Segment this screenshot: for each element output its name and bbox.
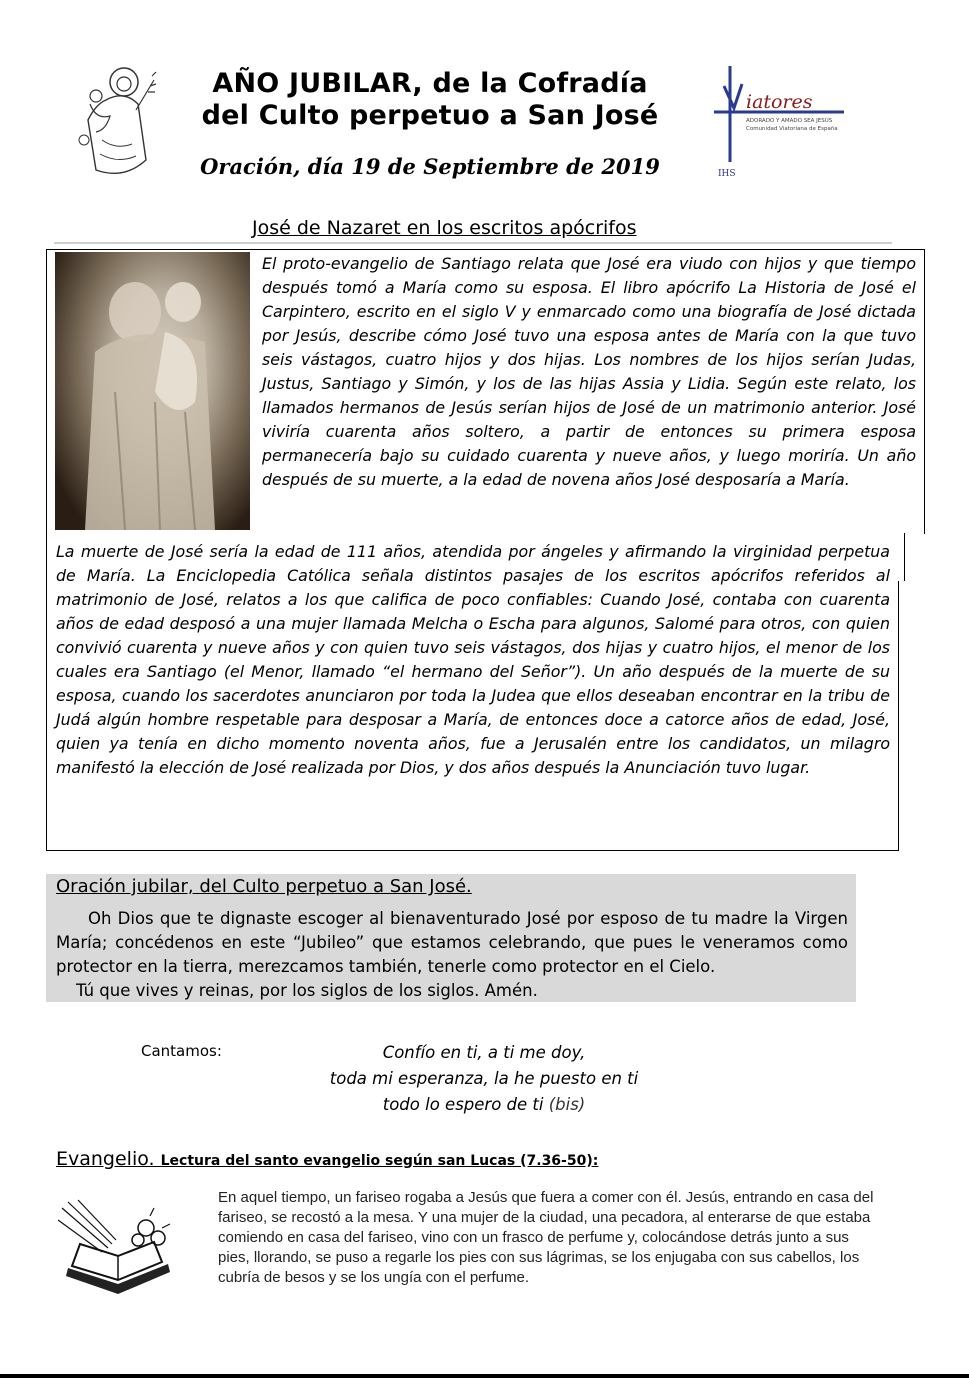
song-bis: (bis) <box>548 1095 586 1114</box>
prayer-body <box>56 907 848 1003</box>
viatores-logo-tagline1: ADORADO Y AMADO SEA JESÚS <box>746 118 833 124</box>
viatores-logo-ihs: IHS <box>718 169 736 179</box>
page-subtitle: Oración, día 19 de Septiembre de 2019 <box>200 154 660 179</box>
statue-figure-icon <box>55 252 250 530</box>
gospel-subtitle: Lectura del santo evangelio según san Lucas (7.36-50): <box>160 1153 599 1169</box>
gospel-title: Evangelio. <box>56 1148 155 1170</box>
prayer-paragraph-2: Tú que vives y reinas, por los siglos de los siglos. Amén. <box>76 981 538 1000</box>
apocrypha-text-top: El proto-evangelio de Santiago relata que José era viudo con hijos y que tiempo después tomó a María como su esposa. El libro apócrifo La Historia de José el Carpintero, escrito en el siglo V y enmarcado como una biografía de José dictada por Jesús, describe cómo José tuvo una esposa antes de María con la que tuvo seis vástagos, cuatro hijos y dos hijas. Los nombres de los hijos serían Judas, Justus, Santiago y Simón, y los de las hijas Assia y Lidia. Según este relato, los llamados hermanos de Jesús serían hijos de José de un matrimonio anterior. José viviría cuarenta años soltero, a partir de entonces su primera esposa permanecería bajo su cuidado cuarenta y nueve años, y luego moriría. Un año después de su muerte, a la edad de novena años José desposaría a María. <box>262 254 916 489</box>
gospel-heading <box>56 1148 598 1170</box>
saint-joseph-logo-icon <box>66 60 166 184</box>
apocrypha-text-bottom: La muerte de José sería la edad de 111 años, atendida por ángeles y afirmando la virginidad perpetua de María. La Enciclopedia Católica señala distintos pasajes de los escritos apócrifos referidos al matrimonio de José, relatos a los que califica de poco confiables: Cuando José, contaba con cuarenta años de edad desposó a una mujer llamada Melcha o Escha para algunos, Salomé para otros, con quien convivió cuarenta y nueve años y con quien tuvo seis vástagos, dos hijas y cuatro hijos, el menor de los cuales era Santiago (el Menor, llamado “el hermano del Señor”). Un año después de la muerte de su esposa, cuando los sacerdotes anunciaron por toda la Judea que ellos deseaban encontrar en la tribu de Judá algún hombre respetable para desposar a María, de entonces doce a catorce años de edad, José, quien ya tenía en dicho momento noventa años, fue a Jerusalén entre los candidatos, un milagro manifestó la elección de José realizada por Dios, y dos años después la Anunciación tuvo lugar. <box>56 542 890 777</box>
song-line-3-text: todo lo espero de ti <box>382 1095 544 1114</box>
song-line-2: toda mi esperanza, la he puesto en ti <box>329 1069 639 1088</box>
open-book-with-flowers-icon <box>58 1198 178 1300</box>
prayer-paragraph-1: Oh Dios que te dignaste escoger al bienaventurado José por esposo de tu madre la Virgen María; concédenos en este “Jubileo” que estamos celebrando, que pues le veneramos como protector en la tierra, merezcamos también, tenerle como protector en el Cielo. <box>56 909 848 976</box>
viatores-logo-tagline2: Comunidad Viatoriana de España <box>746 126 838 132</box>
title-line-1: AÑO JUBILAR, de la Cofradía <box>212 68 648 99</box>
viatores-logo-text: iatores <box>746 91 813 113</box>
song-lyrics <box>262 1040 706 1118</box>
gospel-text: En aquel tiempo, un fariseo rogaba a Jesús que fuera a comer con él. Jesús, entrando en casa del fariseo, se recostó a la mesa. Y una mujer de la ciudad, una pecadora, al enterarse de que estaba comiendo en casa del fariseo, vino con un frasco de perfume y, colocándose detrás junto a sus pies, llorando, se puso a regarle los pies con sus lágrimas, se los enjugaba con sus cabellos, los cubría de besos y se los ungía con el perfume. <box>218 1189 874 1286</box>
saint-joseph-statue-image <box>55 252 250 530</box>
song-line-1: Confío en ti, a ti me doy, <box>382 1043 586 1062</box>
song-label: Cantamos: <box>141 1042 222 1060</box>
bottom-border <box>0 1374 969 1378</box>
title-line-2: del Culto perpetuo a San José <box>201 100 659 131</box>
section-title-apocrypha: José de Nazaret en los escritos apócrifos <box>252 217 637 239</box>
viatores-logo-icon <box>712 62 862 180</box>
prayer-title: Oración jubilar, del Culto perpetuo a San José. <box>56 876 472 897</box>
song-line-3 <box>262 1092 706 1118</box>
section-divider <box>54 242 892 244</box>
page-title <box>180 68 680 132</box>
